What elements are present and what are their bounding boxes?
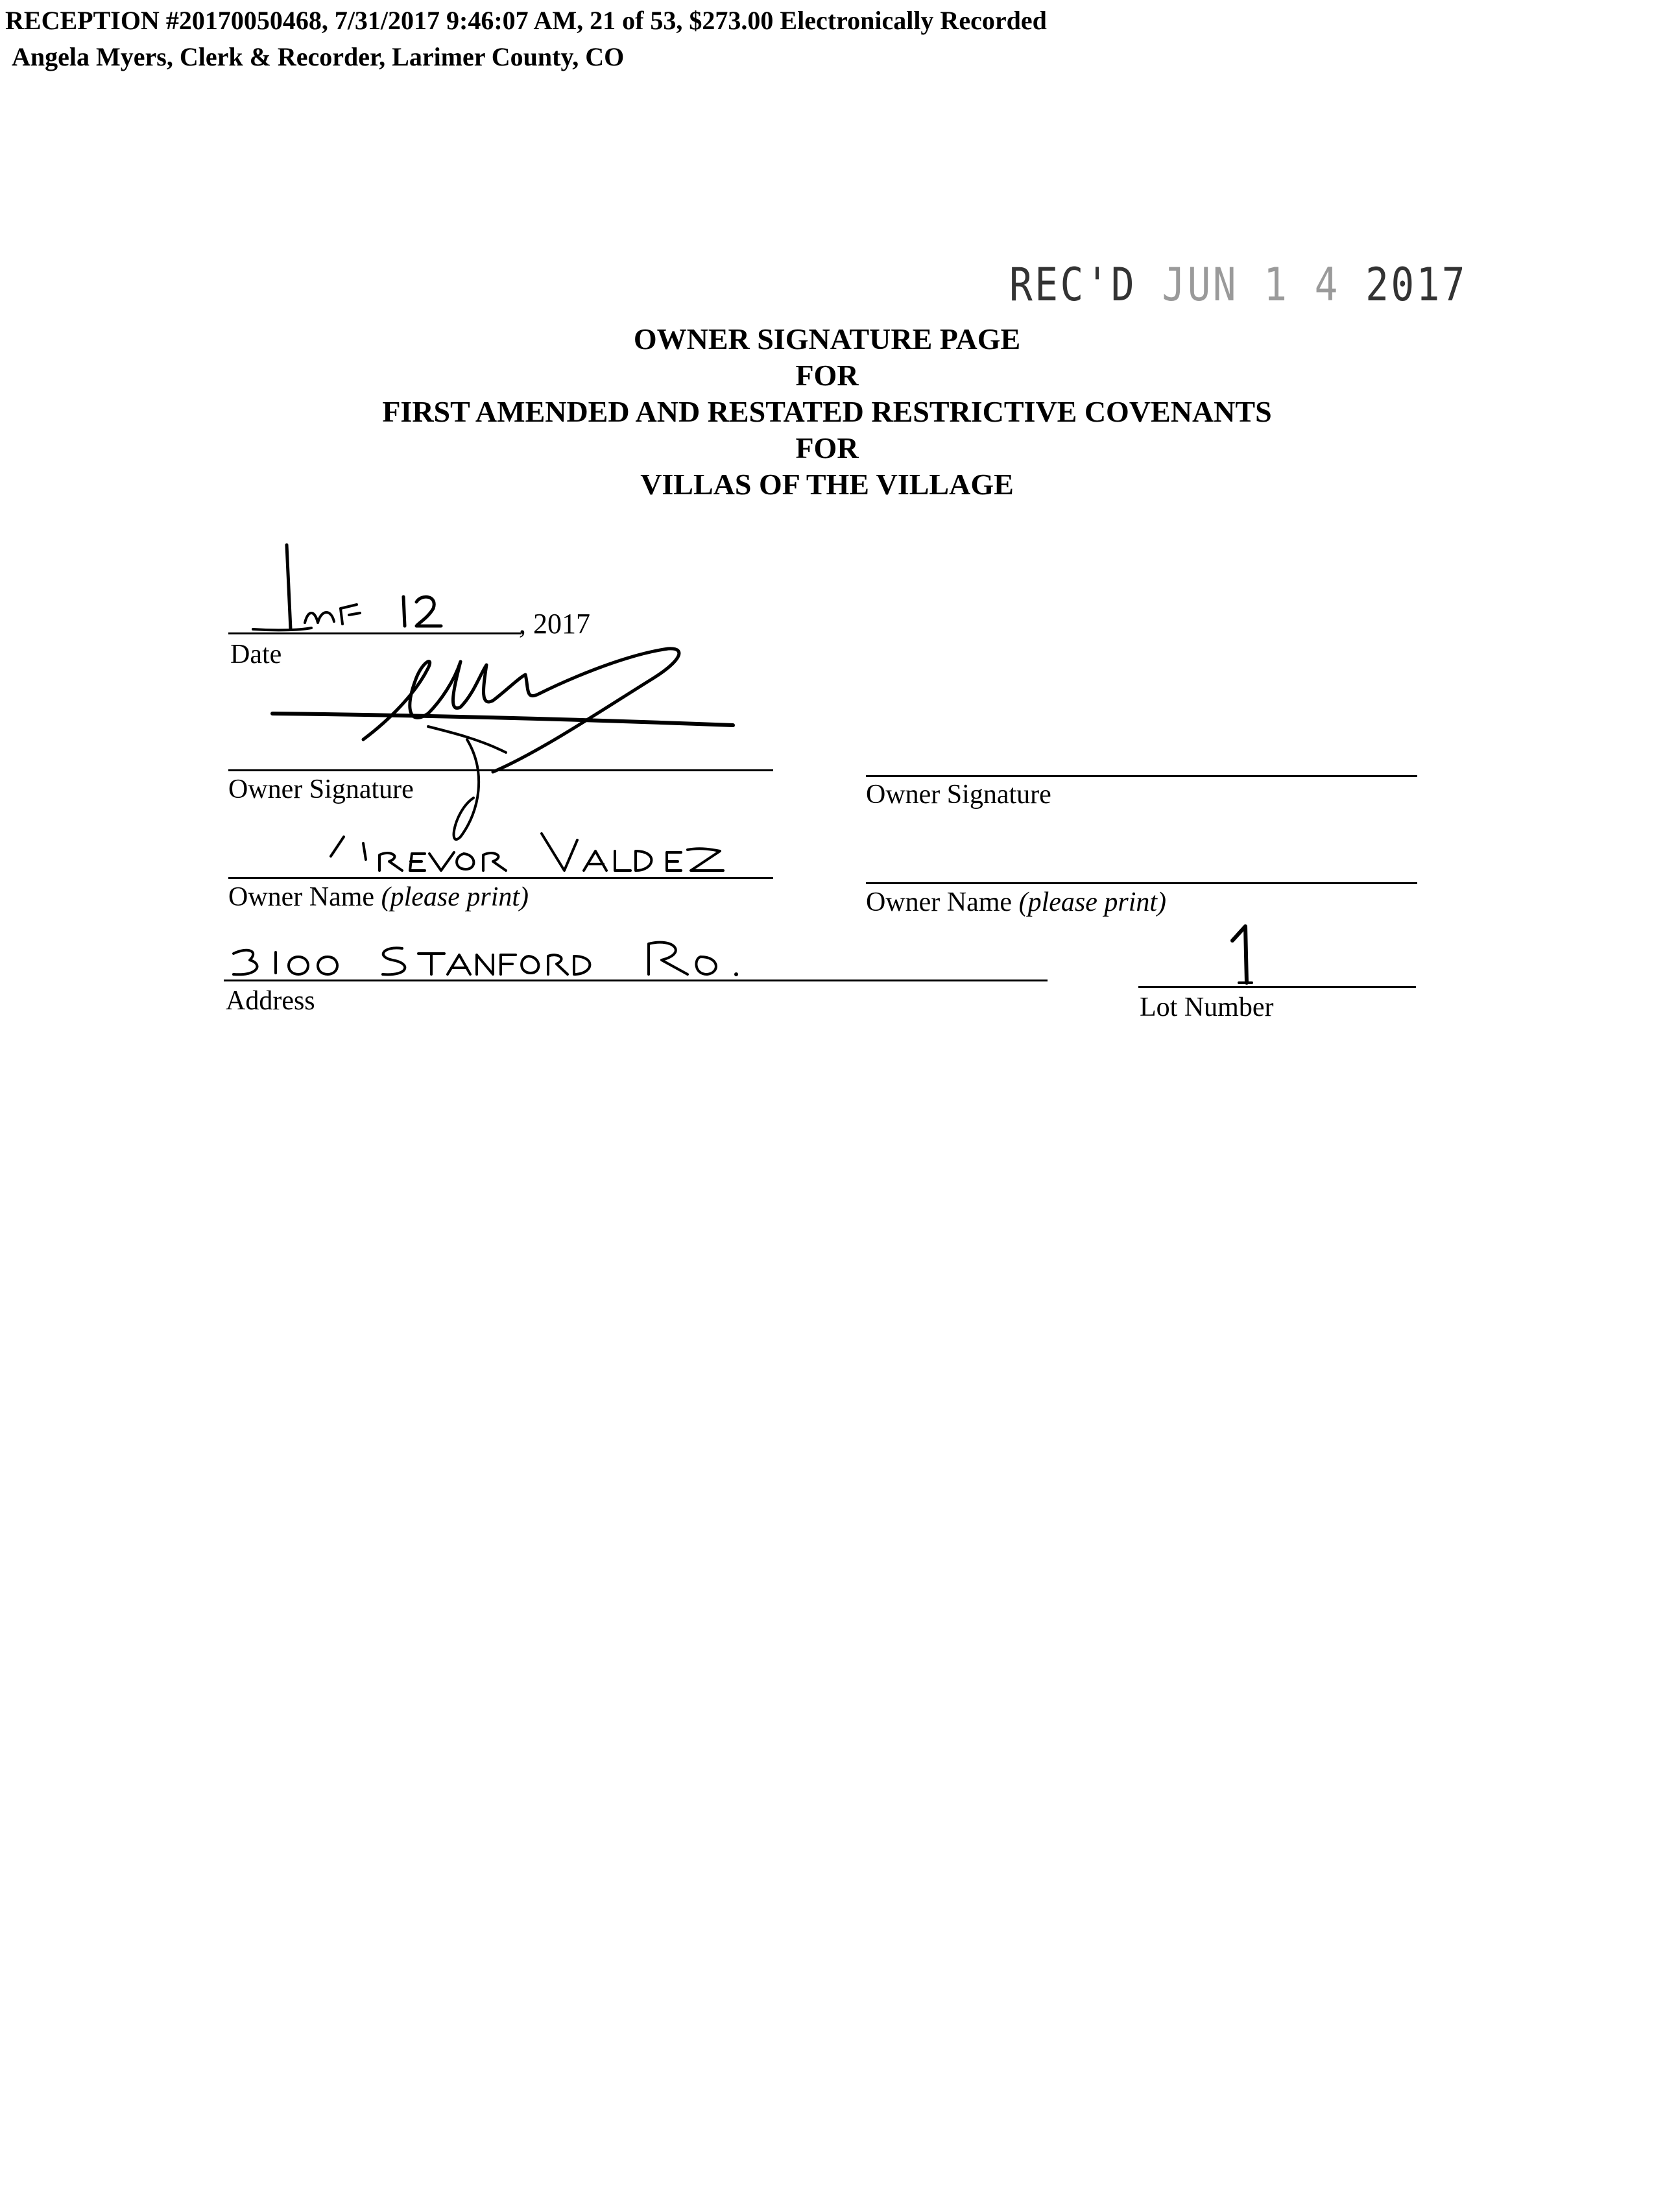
title-line-1: OWNER SIGNATURE PAGE — [633, 322, 1021, 355]
address-label: Address — [226, 986, 315, 1016]
title-line-5: VILLAS OF THE VILLAGE — [640, 468, 1014, 501]
lot-number-label: Lot Number — [1140, 992, 1274, 1022]
date-year-suffix: , 2017 — [519, 608, 590, 640]
owner-1-handwritten-name — [350, 830, 752, 882]
handwritten-address — [221, 934, 791, 986]
owner-2-name-line — [866, 882, 1417, 884]
lot-number-line — [1138, 986, 1416, 988]
stamp-year: 2017 — [1365, 258, 1468, 311]
recording-header-line-1: RECEPTION #20170050468, 7/31/2017 9:46:07 AM, 21 of 53, $273.00 Electronically Recorded — [5, 6, 1047, 35]
owner-2-name-label — [866, 889, 1166, 916]
owner-1-name-label — [228, 884, 529, 911]
title-line-4: FOR — [795, 431, 859, 464]
owner-1-name-label-note: (please print) — [381, 882, 529, 912]
owner-1-signature-label: Owner Signature — [228, 775, 414, 804]
owner-2-signature-label: Owner Signature — [866, 780, 1051, 810]
date-label: Date — [230, 640, 282, 669]
stamp-prefix: REC'D — [1009, 258, 1137, 311]
owner-1-name-label-text: Owner Name — [228, 882, 375, 912]
stamp-faint-date: JUN 1 4 — [1162, 258, 1340, 311]
received-date-stamp — [1009, 258, 1467, 311]
handwritten-date — [227, 532, 486, 642]
title-line-3: FIRST AMENDED AND RESTATED RESTRICTIVE COVENANTS — [382, 395, 1272, 428]
owner-2-name-label-note: (please print) — [1018, 887, 1167, 917]
recording-header-line-2: Angela Myers, Clerk & Recorder, Larimer County, CO — [12, 42, 625, 71]
title-line-2: FOR — [795, 359, 859, 392]
owner-2-signature-line — [866, 775, 1417, 777]
owner-2-name-label-text: Owner Name — [866, 887, 1013, 917]
handwritten-lot-number — [1219, 921, 1271, 992]
